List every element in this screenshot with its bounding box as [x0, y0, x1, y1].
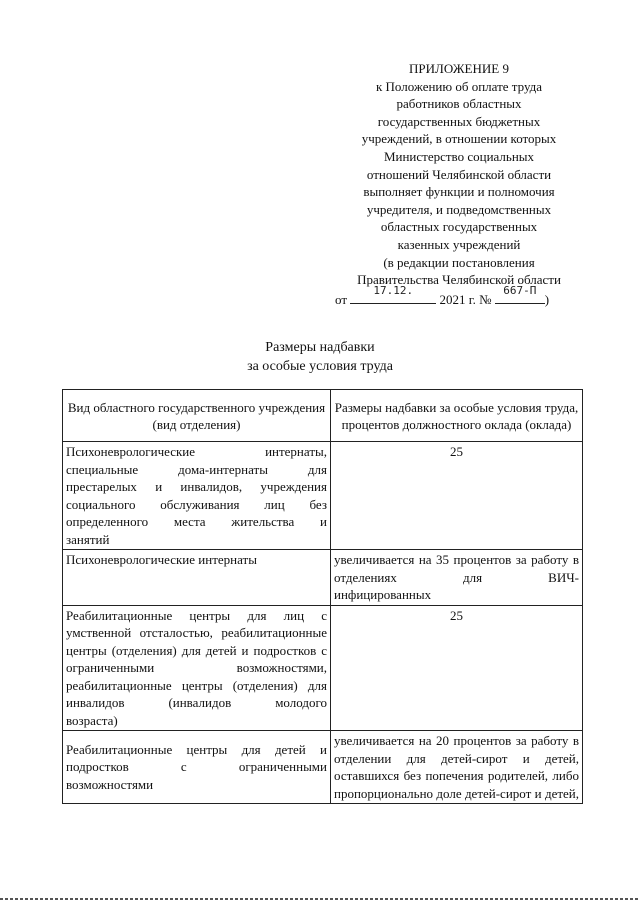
- institution-cell: [63, 442, 331, 550]
- appendix-line: учреждений, в отношении которых: [361, 131, 557, 147]
- institution-cell: [63, 731, 331, 804]
- date-prefix: от: [335, 291, 348, 307]
- resolution-date-line: [335, 283, 583, 309]
- appendix-line: отношений Челябинской области: [366, 166, 552, 182]
- date-value: 17.12.: [373, 283, 414, 297]
- table-row: [63, 442, 583, 550]
- allowance-table: [62, 389, 583, 804]
- institution-text: Психоневрологические интернаты, специальные дома-интернаты для престарелых и инвалидов, учреждения социального обслуживания лиц без определенного места жительства и: [66, 444, 327, 529]
- year-text: 2021 г. №: [439, 291, 492, 307]
- allowance-cell: [331, 550, 583, 606]
- institution-text: Реабилитационные центры для лиц с умственной отсталостью, реабилитационные центры (отделения) для детей и подростков с ограниченными возможностями, реабилитационные центры (отделения) для инвалидов (инвалидов молодого: [66, 607, 327, 710]
- appendix-line: областных государственных: [380, 219, 538, 235]
- appendix-line: учредителя, и подведомственных: [366, 201, 552, 217]
- date-fill-line: [350, 283, 436, 304]
- title-line-2: за особые условия труда: [247, 359, 393, 374]
- close-paren: ): [544, 291, 550, 307]
- allowance-cell: 25: [331, 605, 583, 731]
- resolution-number: 667-П: [503, 283, 537, 297]
- institution-text-last: возможностями: [66, 776, 154, 792]
- appendix-line: казенных учреждений: [397, 236, 521, 252]
- institution-text-last: занятий: [66, 531, 110, 547]
- appendix-line: к Положению об оплате труда: [375, 78, 543, 94]
- allowance-text: увеличивается на 35 процентов за работу в отделениях для ВИЧ-: [334, 552, 579, 585]
- column-header-allowance: Размеры надбавки за особые условия труда, процентов должностного оклада (оклада): [331, 390, 583, 442]
- appendix-line: (в редакции постановления: [383, 254, 535, 270]
- page-bottom-rule: [0, 898, 640, 900]
- column-header-institution: Вид областного государственного учреждения (вид отделения): [63, 390, 331, 442]
- table-header-row: [63, 390, 583, 442]
- appendix-heading: ПРИЛОЖЕНИЕ 9: [409, 61, 509, 76]
- allowance-text-last: инфицированных: [334, 587, 432, 602]
- appendix-line: работников областных: [396, 96, 522, 112]
- appendix-line: Правительства Челябинской области: [357, 272, 561, 288]
- title-line-1: Размеры надбавки: [265, 340, 375, 355]
- institution-text-last: возраста): [66, 712, 118, 728]
- table-row: [63, 550, 583, 606]
- institution-text: Реабилитационные центры для детей и подростков с ограниченными: [66, 741, 327, 775]
- number-fill-line: [495, 283, 545, 304]
- institution-cell: Психоневрологические интернаты: [63, 550, 331, 606]
- institution-cell: [63, 605, 331, 731]
- allowance-cell: 25: [331, 442, 583, 550]
- appendix-line: государственных бюджетных: [377, 113, 541, 129]
- table-row: [63, 731, 583, 804]
- appendix-line: выполняет функции и полномочия: [363, 184, 555, 200]
- appendix-block: [335, 60, 583, 308]
- appendix-line: Министерство социальных: [383, 148, 535, 164]
- table-row: [63, 605, 583, 731]
- allowance-cell: увеличивается на 20 процентов за работу в отделении для детей-сирот и детей, оставшихся без попечения родителей, либо пропорционально доле детей-сирот и детей,: [331, 731, 583, 804]
